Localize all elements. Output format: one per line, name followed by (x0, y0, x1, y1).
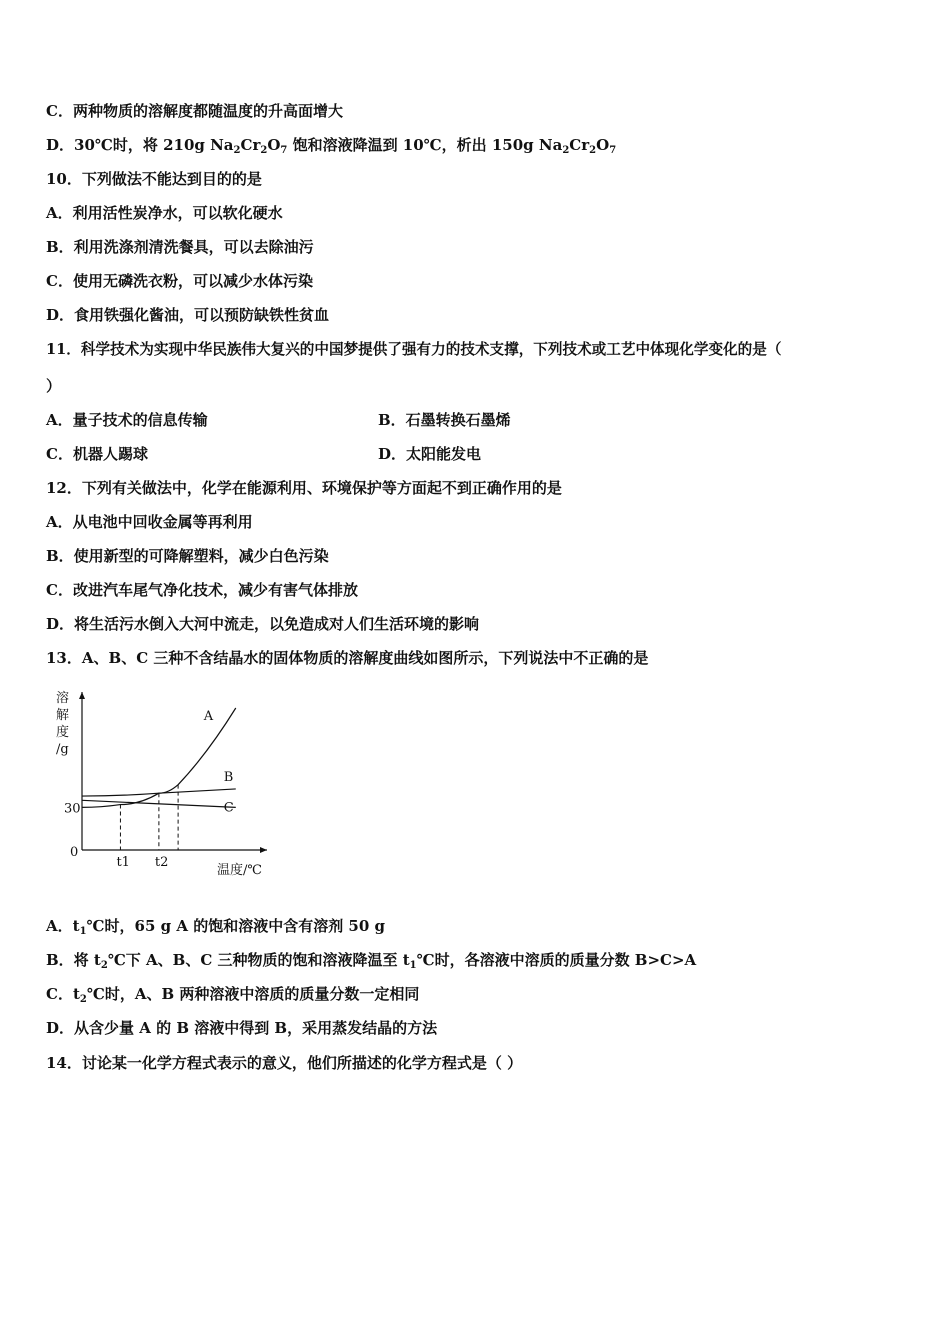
x-tick-label-t2: t2 (154, 855, 169, 870)
y-axis-label: 度 (56, 725, 70, 740)
q13-a-text-1: A．t (46, 917, 80, 935)
q9-d-text-2: Cr (240, 136, 261, 154)
q13-b-sub-1: 2 (100, 960, 108, 971)
q9-option-d (46, 135, 616, 161)
q9-d-sub-1: 2 (233, 145, 241, 156)
y-axis-label: 溶 (56, 691, 70, 706)
origin-label: 0 (70, 845, 79, 860)
q13-b-sub-2: 1 (409, 960, 417, 971)
q9-d-sub-5: 2 (589, 145, 597, 156)
q11-stem: 11．科学技术为实现中华民族伟大复兴的中国梦提供了强有力的技术支撑，下列技术或工艺中体现化学变化的是（ (46, 341, 782, 358)
q13-b-text-3: ℃时，各溶液中溶质的质量分数 B>C>A (416, 951, 697, 969)
x-axis-arrow (260, 847, 267, 853)
q12-option-b: B．使用新型的可降解塑料，减少白色污染 (46, 547, 329, 565)
q10-stem: 10．下列做法不能达到目的的是 (46, 170, 262, 188)
q9-d-sub-3: 7 (280, 145, 288, 156)
q10-option-c: C．使用无磷洗衣粉，可以减少水体污染 (46, 272, 313, 290)
q12-option-c: C．改进汽车尾气净化技术，减少有害气体排放 (46, 581, 358, 599)
q11-option-b: B．石墨转换石墨烯 (378, 411, 511, 429)
q13-a-sub-1: 1 (79, 926, 87, 937)
q9-d-text-5: Cr (569, 136, 590, 154)
x-axis-label: 温度/℃ (217, 863, 262, 878)
q9-d-text-1: D．30℃时，将 210g Na (46, 136, 234, 154)
y-axis-label: 解 (56, 708, 70, 723)
q9-d-sub-6: 7 (609, 145, 617, 156)
q11-option-c: C．机器人踢球 (46, 445, 148, 463)
curve-label-C: C (223, 800, 234, 816)
q11-option-a: A．量子技术的信息传输 (46, 411, 208, 429)
y-tick-label: 30 (64, 801, 81, 817)
solubility-chart (50, 686, 280, 881)
q10-option-a: A．利用活性炭净水，可以软化硬水 (46, 204, 283, 222)
q13-option-b (46, 950, 696, 976)
q12-stem: 12．下列有关做法中，化学在能源利用、环境保护等方面起不到正确作用的是 (46, 479, 562, 497)
q10-option-b: B．利用洗涤剂清洗餐具，可以去除油污 (46, 238, 314, 256)
q9-option-c: C．两种物质的溶解度都随温度的升高面增大 (46, 102, 343, 120)
q9-d-text-3: O (267, 136, 281, 154)
q9-d-sub-4: 2 (562, 145, 570, 156)
y-axis-label: /g (56, 742, 69, 757)
q13-b-text-2: ℃下 A、B、C 三种物质的饱和溶液降温至 t (107, 951, 410, 969)
curve-label-B: B (223, 769, 234, 785)
q13-b-text-1: B．将 t (46, 951, 101, 969)
q9-d-sub-2: 2 (260, 145, 268, 156)
q12-option-d: D．将生活污水倒入大河中流走，以免造成对人们生活环境的影响 (46, 615, 480, 633)
x-tick-label-t1: t1 (116, 855, 130, 870)
q13-option-a (46, 916, 385, 942)
q11-option-d: D．太阳能发电 (378, 445, 482, 463)
q13-stem: 13．A、B、C 三种不含结晶水的固体物质的溶解度曲线如图所示，下列说法中不正确的是 (46, 649, 649, 667)
q12-option-a: A．从电池中回收金属等再利用 (46, 513, 253, 531)
q13-option-d: D．从含少量 A 的 B 溶液中得到 B，采用蒸发结晶的方法 (46, 1019, 438, 1037)
q14-stem: 14．讨论某一化学方程式表示的意义，他们所描述的化学方程式是（ ） (46, 1054, 523, 1072)
q11-stem-end: ） (46, 377, 62, 395)
q13-a-text-2: ℃时，65 g A 的饱和溶液中含有溶剂 50 g (86, 917, 385, 935)
q13-c-text-2: ℃时，A、B 两种溶液中溶质的质量分数一定相同 (86, 985, 420, 1003)
q13-c-sub-1: 2 (79, 994, 87, 1005)
q9-d-text-6: O (596, 136, 610, 154)
y-axis-arrow (79, 692, 85, 699)
q10-option-d: D．食用铁强化酱油，可以预防缺铁性贫血 (46, 306, 330, 324)
curve-label-A: A (203, 709, 214, 724)
q13-option-c (46, 984, 419, 1010)
q9-d-text-4: 饱和溶液降温到 10℃，析出 150g Na (287, 136, 563, 154)
q13-c-text-1: C．t (46, 985, 80, 1003)
